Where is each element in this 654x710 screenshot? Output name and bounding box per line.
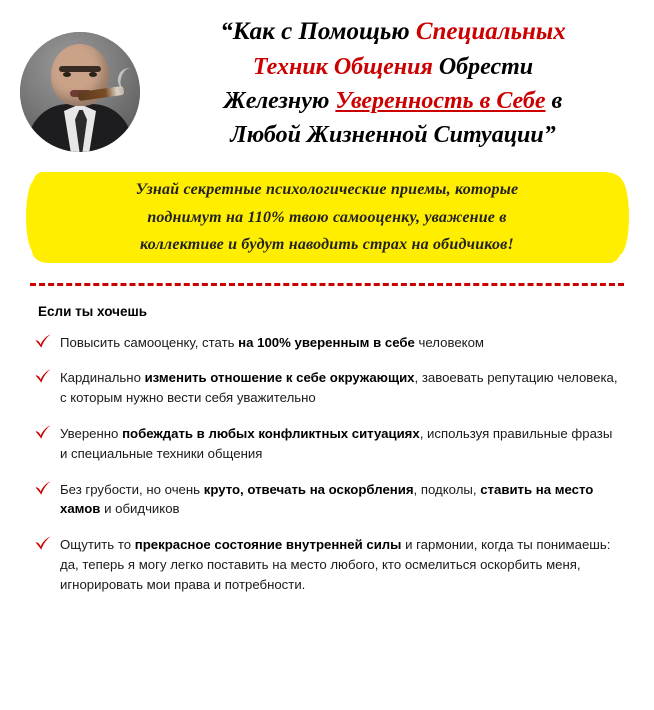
- headline-line-1: [150, 14, 636, 50]
- headline-fragment: в: [545, 87, 563, 114]
- benefit-inner-power: [34, 535, 620, 594]
- benefits-section: [0, 286, 654, 595]
- subheadline-text: [44, 176, 610, 259]
- check-icon: [34, 424, 52, 442]
- benefit-fragment: прекрасное состояние внутренней силы: [134, 537, 402, 553]
- page-header: [0, 0, 654, 152]
- benefits-intro-label: Если ты хочешь: [38, 303, 148, 319]
- check-icon: [34, 480, 52, 498]
- benefits-list: [34, 333, 620, 595]
- benefit-text: [60, 333, 620, 353]
- subheadline-line: поднимут на 110% твою самооценку, уважение в: [147, 208, 507, 226]
- headline-line-4: [150, 118, 636, 152]
- benefit-fragment: , завоевать репутацию человека, с которым нужно вести себя уважительно: [60, 370, 618, 406]
- headline-fragment: Железную: [223, 87, 336, 114]
- benefit-text: [60, 480, 620, 520]
- benefit-fragment: круто, отвечать на оскорбления: [203, 481, 414, 497]
- benefit-attitude: [34, 368, 620, 408]
- subheadline-block: [26, 168, 628, 269]
- avatar-eye-left: [63, 72, 71, 77]
- benefit-text: [60, 424, 620, 464]
- check-icon: [34, 333, 52, 351]
- subheadline-line: Узнай секретные психологические приемы, которые: [135, 181, 519, 198]
- headline-line-2: [150, 50, 636, 84]
- headline-fragment: Техник Общения: [252, 53, 439, 80]
- benefit-fragment: Кардинально: [60, 370, 145, 386]
- benefit-fragment: Повысить самооценку, стать: [60, 334, 239, 350]
- avatar-eye-right: [89, 72, 97, 77]
- benefit-fragment: , подколы,: [413, 481, 481, 497]
- avatar: [20, 32, 140, 152]
- benefit-text: [60, 368, 620, 408]
- check-icon: [34, 368, 52, 386]
- check-icon: [34, 535, 52, 553]
- benefit-fragment: побеждать в любых конфликтных ситуациях: [122, 425, 420, 441]
- headline-fragment: Специальных: [415, 18, 566, 45]
- benefit-fragment: Уверенно: [60, 425, 123, 441]
- headline-fragment: Уверенность в Себе: [335, 87, 546, 114]
- benefit-fragment: ставить на место хамов: [60, 481, 594, 517]
- headline-fragment: “Как с Помощью: [220, 18, 416, 45]
- benefit-self-esteem: [34, 333, 620, 353]
- headline-fragment: Обрести: [438, 53, 534, 80]
- benefit-fragment: на 100% уверенным в себе: [238, 334, 415, 350]
- benefit-fragment: , используя правильные фразы и специальные техники общения: [60, 425, 613, 461]
- subheadline-line: коллективе и будут наводить страх на обидчиков!: [140, 236, 514, 254]
- benefit-fragment: и гармонии, когда ты понимаешь: да, теперь я могу легко поставить на место любого, кто осмелиться оскорбить меня, игнорировать мои права и потребности.: [60, 537, 611, 592]
- benefit-insults: [34, 480, 620, 520]
- headline-fragment: Любой Жизненной Ситуации”: [230, 121, 556, 148]
- page-title: [140, 14, 642, 152]
- benefit-fragment: изменить отношение к себе окружающих: [144, 370, 415, 386]
- benefit-text: [60, 535, 620, 594]
- benefit-fragment: и обидчиков: [100, 501, 180, 517]
- benefit-fragment: человеком: [414, 334, 484, 350]
- headline-line-3: [150, 84, 636, 118]
- benefit-fragment: Ощутить то: [60, 537, 135, 553]
- benefit-conflicts: [34, 424, 620, 464]
- benefit-fragment: Без грубости, но очень: [60, 481, 204, 497]
